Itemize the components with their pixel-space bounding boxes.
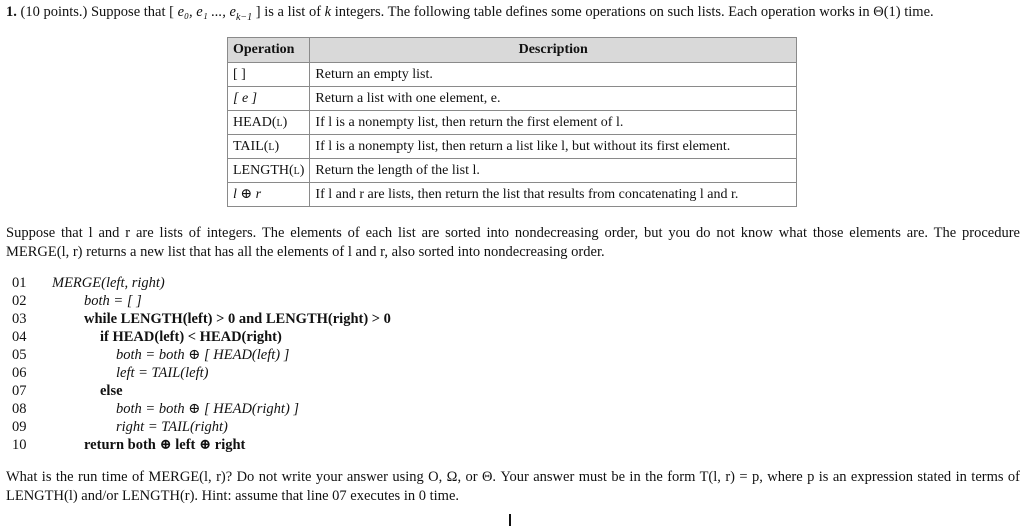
list-elements: e₀, e₁ ..., $e_{k-1}$ — [177, 4, 253, 23]
table-row — [228, 87, 797, 111]
merge-description-paragraph: Suppose that l and r are lists of integers. The elements of each list are sorted into nondecreasing order, but you do not know what those elements are. The procedure MERGE(l, r) returns a new list that has all the elements of l and r, also sorted into nondecreasing order. — [6, 225, 1020, 260]
op-cell: LENGTH(l) — [228, 159, 310, 183]
op-cell: TAIL(l) — [228, 135, 310, 159]
table-row — [228, 111, 797, 135]
desc-cell: If l is a nonempty list, then return the first element of l. — [310, 111, 797, 135]
header-operation: Operation — [228, 38, 310, 63]
op-cell: l ⊕ r — [228, 183, 310, 207]
desc-cell: Return the length of the list l. — [310, 159, 797, 183]
code-line: 05 both = both ⊕ [ HEAD(left) ] — [12, 347, 290, 363]
header-description: Description — [310, 38, 797, 63]
code-line: 06 left = TAIL(left) — [12, 365, 209, 381]
desc-cell: Return an empty list. — [310, 63, 797, 87]
code-line: 07 else — [12, 383, 123, 399]
table-row — [228, 183, 797, 207]
intro-tail: integers. The following table defines some operations on such lists. Each operation works in Θ(1) time. — [334, 4, 934, 20]
code-line: 03 while LENGTH(left) > 0 and LENGTH(right) > 0 — [12, 311, 391, 327]
problem-number: 1. — [6, 4, 17, 20]
op-cell: HEAD(l) — [228, 111, 310, 135]
table-row — [228, 159, 797, 183]
desc-cell: If l is a nonempty list, then return a list like l, but without its first element. — [310, 135, 797, 159]
merge-pseudocode — [10, 274, 391, 454]
code-line: 08 both = both ⊕ [ HEAD(right) ] — [12, 401, 300, 417]
table-row — [228, 63, 797, 87]
op-cell: [ ] — [228, 63, 310, 87]
code-line: 09 right = TAIL(right) — [12, 419, 228, 435]
code-line: 02 both = [ ] — [12, 293, 142, 309]
table-header-row — [228, 38, 797, 63]
problem-intro — [6, 4, 934, 23]
code-line: 01 MERGE(left, right) — [12, 275, 165, 291]
table-row — [228, 135, 797, 159]
op-cell: [ e ] — [228, 87, 310, 111]
code-line: 10 return both ⊕ left ⊕ right — [12, 437, 246, 453]
desc-cell: If l and r are lists, then return the list that results from concatenating l and r. — [310, 183, 797, 207]
runtime-question-paragraph: What is the run time of MERGE(l, r)? Do not write your answer using O, Ω, or Θ. Your answer must be in the form T(l, r) = p, where p is an expression stated in terms of LENGTH(l) and/or LENGTH(r). Hint: assume that line 07 executes in 0 time. — [6, 469, 1020, 504]
desc-cell: Return a list with one element, e. — [310, 87, 797, 111]
operations-table — [227, 37, 797, 207]
intro-k: k — [324, 4, 332, 20]
code-line: 04 if HEAD(left) < HEAD(right) — [12, 329, 282, 345]
problem-points: (10 points.) — [20, 4, 88, 20]
intro-rest: ] is a list of — [255, 4, 322, 20]
intro-suppose: Suppose that [ — [90, 4, 174, 20]
text-cursor — [509, 514, 511, 526]
